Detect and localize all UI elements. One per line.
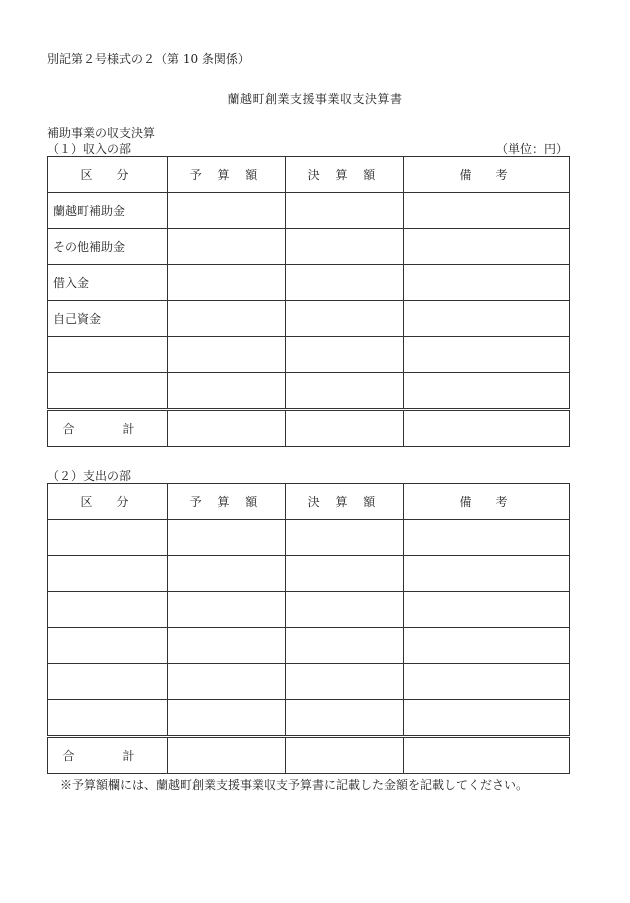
- actual-cell[interactable]: [286, 520, 404, 556]
- income-total-row: [48, 410, 570, 447]
- actual-cell[interactable]: [286, 700, 404, 737]
- row-label: 蘭越町補助金: [48, 193, 168, 229]
- remarks-cell[interactable]: [404, 193, 570, 229]
- income-table: [47, 156, 570, 447]
- actual-cell[interactable]: [286, 628, 404, 664]
- footnote: ※予算額欄には、蘭越町創業支援事業収支予算書に記載した金額を記載してください。: [60, 778, 529, 792]
- actual-cell[interactable]: [286, 337, 404, 373]
- actual-cell[interactable]: [286, 556, 404, 592]
- column-header-actual: 決 算 額: [286, 157, 404, 193]
- column-header-remarks: 備 考: [404, 157, 570, 193]
- budget-cell[interactable]: [168, 337, 286, 373]
- actual-cell[interactable]: [286, 265, 404, 301]
- budget-cell[interactable]: [168, 664, 286, 700]
- column-header-category: 区 分: [48, 157, 168, 193]
- row-label: 自己資金: [48, 301, 168, 337]
- budget-cell[interactable]: [168, 592, 286, 628]
- column-header-remarks: 備 考: [404, 484, 570, 520]
- column-header-budget: 予 算 額: [168, 157, 286, 193]
- actual-total-cell[interactable]: [286, 737, 404, 774]
- form-reference: 別記第２号様式の２（第 10 条関係）: [47, 52, 250, 66]
- row-label[interactable]: [48, 373, 168, 410]
- row-label: 借入金: [48, 265, 168, 301]
- table-row: [48, 265, 570, 301]
- table-row: [48, 193, 570, 229]
- row-label[interactable]: [48, 628, 168, 664]
- row-label[interactable]: [48, 700, 168, 737]
- budget-cell[interactable]: [168, 265, 286, 301]
- remarks-cell[interactable]: [404, 700, 570, 737]
- column-header-budget: 予 算 額: [168, 484, 286, 520]
- table-row: [48, 628, 570, 664]
- budget-cell[interactable]: [168, 229, 286, 265]
- table-row: [48, 520, 570, 556]
- total-label: 合 計: [48, 737, 168, 774]
- budget-cell[interactable]: [168, 700, 286, 737]
- expense-heading: （２）支出の部: [47, 469, 132, 483]
- row-label[interactable]: [48, 337, 168, 373]
- table-row: [48, 700, 570, 737]
- document-title: 蘭越町創業支援事業収支決算書: [227, 92, 403, 106]
- income-heading: （１）収入の部: [47, 142, 132, 156]
- remarks-cell[interactable]: [404, 229, 570, 265]
- actual-cell[interactable]: [286, 229, 404, 265]
- actual-cell[interactable]: [286, 373, 404, 410]
- remarks-cell[interactable]: [404, 373, 570, 410]
- table-row: [48, 373, 570, 410]
- remarks-cell[interactable]: [404, 301, 570, 337]
- column-header-category: 区 分: [48, 484, 168, 520]
- table-row: [48, 337, 570, 373]
- budget-cell[interactable]: [168, 193, 286, 229]
- row-label[interactable]: [48, 592, 168, 628]
- remarks-cell[interactable]: [404, 265, 570, 301]
- budget-total-cell[interactable]: [168, 737, 286, 774]
- budget-cell[interactable]: [168, 520, 286, 556]
- table-row: [48, 229, 570, 265]
- budget-cell[interactable]: [168, 373, 286, 410]
- expense-header-row: [48, 484, 570, 520]
- total-label: 合 計: [48, 410, 168, 447]
- remarks-cell[interactable]: [404, 337, 570, 373]
- table-row: [48, 664, 570, 700]
- remarks-cell[interactable]: [404, 664, 570, 700]
- budget-cell[interactable]: [168, 556, 286, 592]
- remarks-cell[interactable]: [404, 556, 570, 592]
- budget-total-cell[interactable]: [168, 410, 286, 447]
- budget-cell[interactable]: [168, 628, 286, 664]
- remarks-total-cell[interactable]: [404, 737, 570, 774]
- remarks-total-cell[interactable]: [404, 410, 570, 447]
- actual-cell[interactable]: [286, 193, 404, 229]
- unit-label: （単位：円）: [495, 142, 568, 156]
- row-label: その他補助金: [48, 229, 168, 265]
- section-heading: 補助事業の収支決算: [47, 126, 156, 140]
- actual-cell[interactable]: [286, 664, 404, 700]
- row-label[interactable]: [48, 556, 168, 592]
- column-header-actual: 決 算 額: [286, 484, 404, 520]
- budget-cell[interactable]: [168, 301, 286, 337]
- remarks-cell[interactable]: [404, 628, 570, 664]
- expense-total-row: [48, 737, 570, 774]
- remarks-cell[interactable]: [404, 592, 570, 628]
- expense-table: [47, 483, 570, 774]
- actual-cell[interactable]: [286, 301, 404, 337]
- row-label[interactable]: [48, 664, 168, 700]
- row-label[interactable]: [48, 520, 168, 556]
- table-row: [48, 301, 570, 337]
- actual-total-cell[interactable]: [286, 410, 404, 447]
- table-row: [48, 556, 570, 592]
- remarks-cell[interactable]: [404, 520, 570, 556]
- table-row: [48, 592, 570, 628]
- actual-cell[interactable]: [286, 592, 404, 628]
- income-header-row: [48, 157, 570, 193]
